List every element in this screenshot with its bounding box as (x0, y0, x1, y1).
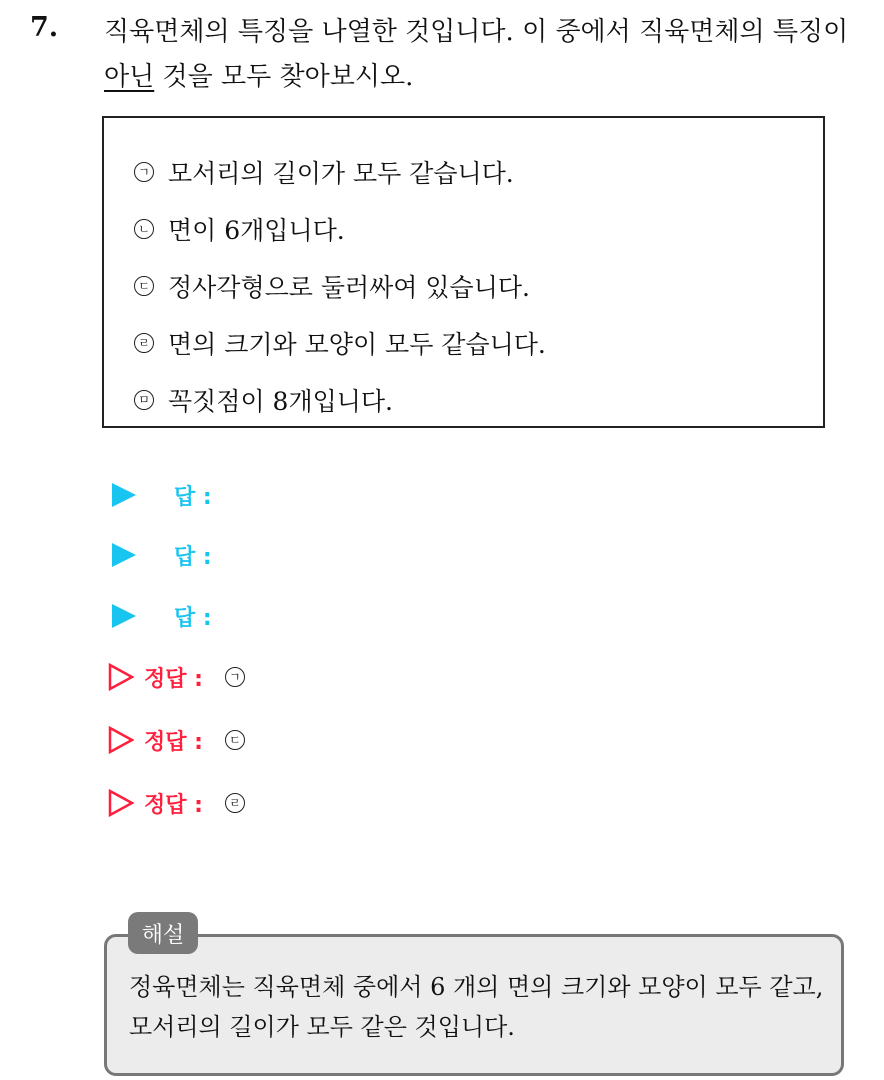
correct-answer-label: 정답 : (144, 729, 203, 755)
options-box (102, 116, 825, 428)
option-item (134, 209, 345, 249)
option-text: 정사각형으로 둘러싸여 있습니다. (168, 273, 530, 302)
option-marker: ㄱ (134, 162, 154, 182)
option-marker: ㄴ (134, 219, 154, 239)
option-text: 면이 6개입니다. (168, 216, 345, 245)
answer-row (108, 535, 212, 575)
answer-label: 답 : (174, 544, 212, 570)
question-text (104, 10, 874, 100)
correct-answer-label: 정답 : (144, 792, 203, 818)
option-text: 모서리의 길이가 모두 같습니다. (168, 159, 514, 188)
filled-triangle-icon (112, 604, 136, 628)
outline-triangle-icon (108, 789, 134, 817)
correct-answer-label: 정답 : (144, 666, 203, 692)
option-item (134, 323, 546, 363)
option-marker: ㅁ (134, 390, 154, 410)
underlined-word: 아닌 (104, 62, 155, 92)
option-text: 면의 크기와 모양이 모두 같습니다. (168, 330, 546, 359)
correct-answer-row (108, 783, 245, 823)
explanation-box (104, 934, 844, 1076)
explanation-tab: 해설 (128, 912, 198, 954)
correct-answer-marker: ㄷ (225, 730, 245, 750)
option-text: 꼭짓점이 8개입니다. (168, 387, 393, 416)
correct-answer-marker: ㄹ (225, 793, 245, 813)
question-line-2 (104, 55, 874, 100)
option-marker: ㄹ (134, 333, 154, 353)
answer-label: 답 : (174, 605, 212, 631)
answer-row (108, 596, 212, 636)
option-item (134, 380, 393, 420)
answer-label: 답 : (174, 484, 212, 510)
correct-answer-row (108, 657, 245, 697)
option-item (134, 266, 530, 306)
question-number: 7. (30, 12, 59, 43)
correct-answer-row (108, 720, 245, 760)
filled-triangle-icon (112, 543, 136, 567)
outline-triangle-icon (108, 726, 134, 754)
question-line-1: 직육면체의 특징을 나열한 것입니다. 이 중에서 직육면체의 특징이 (104, 17, 849, 47)
filled-triangle-icon (112, 483, 136, 507)
answer-row (108, 475, 212, 515)
option-item (134, 152, 514, 192)
option-marker: ㄷ (134, 276, 154, 296)
explanation-text: 정육면체는 직육면체 중에서 6 개의 면의 크기와 모양이 모두 같고, 모서리의 길이가 모두 같은 것입니다. (129, 973, 824, 1041)
outline-triangle-icon (108, 663, 134, 691)
question-line-2-rest: 것을 모두 찾아보시오. (154, 62, 414, 92)
correct-answer-marker: ㄱ (225, 667, 245, 687)
